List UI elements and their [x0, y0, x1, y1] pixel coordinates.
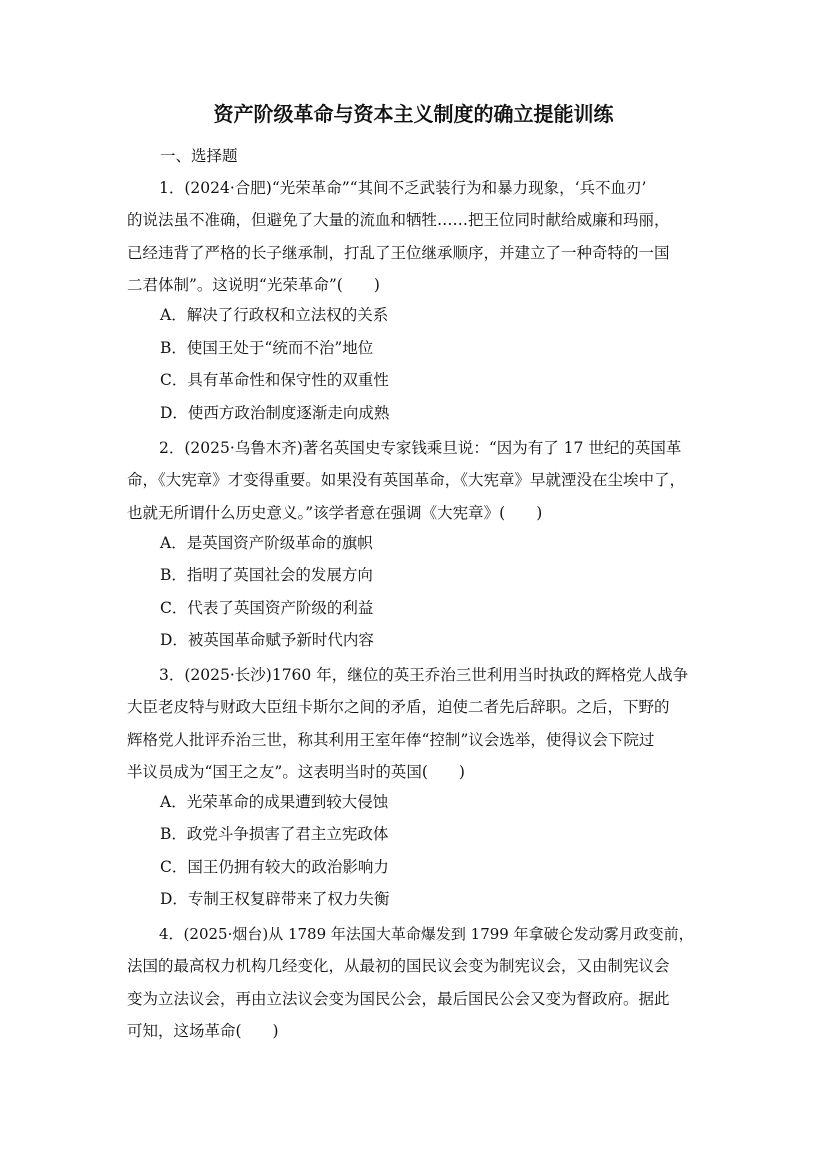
question-1-line: 已经违背了严格的长子继承制，打乱了王位继承顺序，并建立了一种奇特的一国	[127, 243, 670, 262]
question-4	[127, 918, 701, 1048]
question-2-option-b: B．指明了英国社会的发展方向	[160, 566, 373, 584]
question-1-option-d: D．使西方政治制度逐渐走向成熟	[160, 404, 390, 422]
question-4-line: 法国的最高权力机构几经变化，从最初的国民议会变为制宪议会，又由制宪议会	[127, 957, 670, 976]
question-1-line: 的说法虽不准确，但避免了大量的流血和牺牲……把王位同时献给威廉和玛丽，	[127, 211, 670, 230]
question-3-line: 3．(2025·长沙)1760 年，继位的英王乔治三世利用当时执政的辉格党人战争	[159, 666, 689, 684]
question-2-option-c: C．代表了英国资产阶级的利益	[160, 599, 374, 617]
question-1-line: 1．(2024·合肥)“光荣革命”“其间不乏武装行为和暴力现象，‘兵不血刃’	[159, 179, 647, 197]
question-3-option-c: C．国王仍拥有较大的政治影响力	[160, 858, 389, 876]
question-4-line: 可知，这场革命( )	[127, 1022, 279, 1041]
question-3	[127, 659, 701, 789]
question-2-line: 2．(2025·乌鲁木齐)著名英国史专家钱乘旦说：“因为有了 17 世纪的英国革	[159, 439, 682, 457]
question-1-option-b: B．使国王处于“统而不治”地位	[160, 339, 374, 357]
question-4-line: 4．(2025·烟台)从 1789 年法国大革命爆发到 1799 年拿破仑发动雾月政变前，	[159, 925, 694, 943]
question-1	[127, 172, 701, 302]
question-1-line: 二君体制”。这说明“光荣革命”( )	[127, 276, 380, 295]
question-3-option-b: B．政党斗争损害了君主立宪政体	[160, 825, 389, 843]
question-1-option-c: C．具有革命性和保守性的双重性	[160, 371, 389, 389]
question-2-option-d: D．被英国革命赋予新时代内容	[160, 631, 374, 649]
question-3-line: 辉格党人批评乔治三世，称其利用王室年俸“控制”议会选举，使得议会下院过	[127, 730, 655, 749]
document-title: 资产阶级革命与资本主义制度的确立提能训练	[213, 102, 614, 126]
question-3-option-a: A．光荣革命的成果遭到较大侵蚀	[160, 793, 389, 811]
question-3-line: 大臣老皮特与财政大臣纽卡斯尔之间的矛盾，迫使二者先后辞职。之后，下野的	[127, 698, 670, 717]
question-2-line: 命，《大宪章》才变得重要。如果没有英国革命，《大宪章》早就湮没在尘埃中了，	[127, 471, 686, 490]
question-4-line: 变为立法议会，再由立法议会变为国民公会，最后国民公会又变为督政府。据此	[127, 989, 670, 1008]
question-3-option-d: D．专制王权复辟带来了权力失衡	[160, 890, 390, 908]
question-2-option-a: A．是英国资产阶级革命的旗帜	[160, 534, 373, 552]
question-3-line: 半议员成为“国王之友”。这表明当时的英国( )	[127, 763, 465, 782]
section-heading: 一、选择题	[160, 147, 238, 165]
question-2	[127, 432, 701, 529]
question-1-option-a: A．解决了行政权和立法权的关系	[160, 306, 389, 324]
question-2-line: 也就无所谓什么历史意义。”该学者意在强调《大宪章》( )	[127, 503, 543, 522]
